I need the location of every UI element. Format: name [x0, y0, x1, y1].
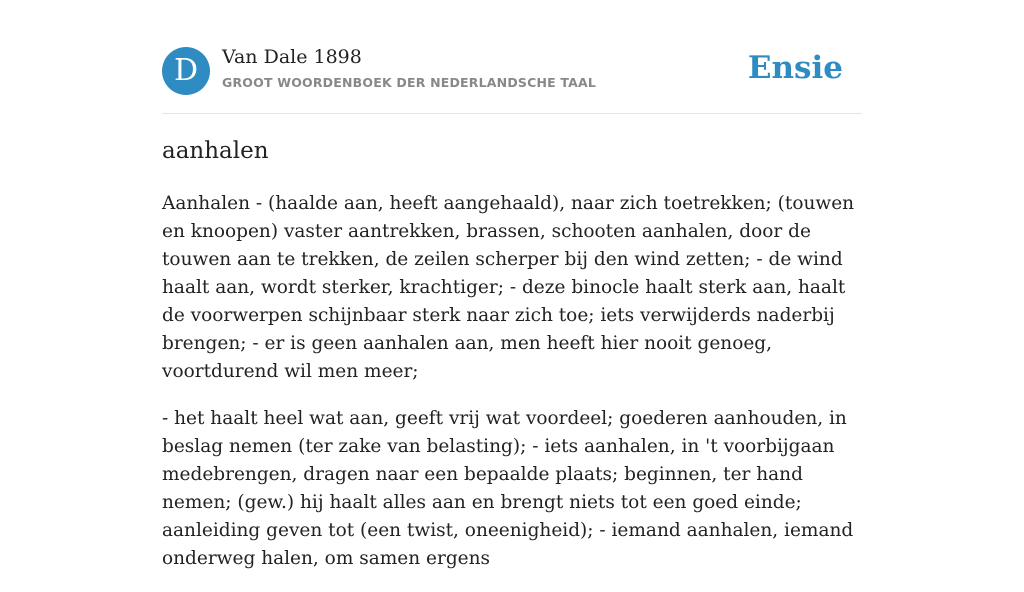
header-divider [162, 113, 862, 114]
dictionary-logo[interactable]: D [162, 47, 210, 95]
entry-definition [162, 190, 864, 592]
dictionary-subtitle: GROOT WOORDENBOEK DER NEDERLANDSCHE TAAL [222, 75, 597, 90]
dictionary-title[interactable]: Van Dale 1898 [222, 46, 362, 68]
entry-headword: aanhalen [162, 138, 269, 164]
header [162, 45, 862, 97]
definition-paragraph: - het haalt heel wat aan, geeft vrij wat voordeel; goederen aanhouden, in beslag nemen (ter zake van belasting); - iets aanhalen, in 't voorbijgaan medebrengen, dragen naar een bepaalde plaats; beginnen, ter hand nemen; (gew.) hij haalt alles aan en brengt niets tot een goed einde; aanleiding geven tot (een twist, oneenigheid); - iemand aanhalen, iemand onderweg halen, om samen ergens [162, 408, 854, 569]
definition-paragraph: Aanhalen - (haalde aan, heeft aangehaald), naar zich toetrekken; (touwen en knoopen) vaster aantrekken, brassen, schooten aanhalen, door de touwen aan te trekken, de zeilen scherper bij den wind zetten; - de wind haalt aan, wordt sterker, krachtiger; - deze binocle haalt sterk aan, haalt de voorwerpen schijnbaar sterk naar zich toe; iets verwijderds naderbij brengen; - er is geen aanhalen aan, men heeft hier nooit genoeg, voortdurend wil men meer; [162, 193, 855, 382]
brand-logo[interactable]: Ensie [747, 50, 843, 86]
